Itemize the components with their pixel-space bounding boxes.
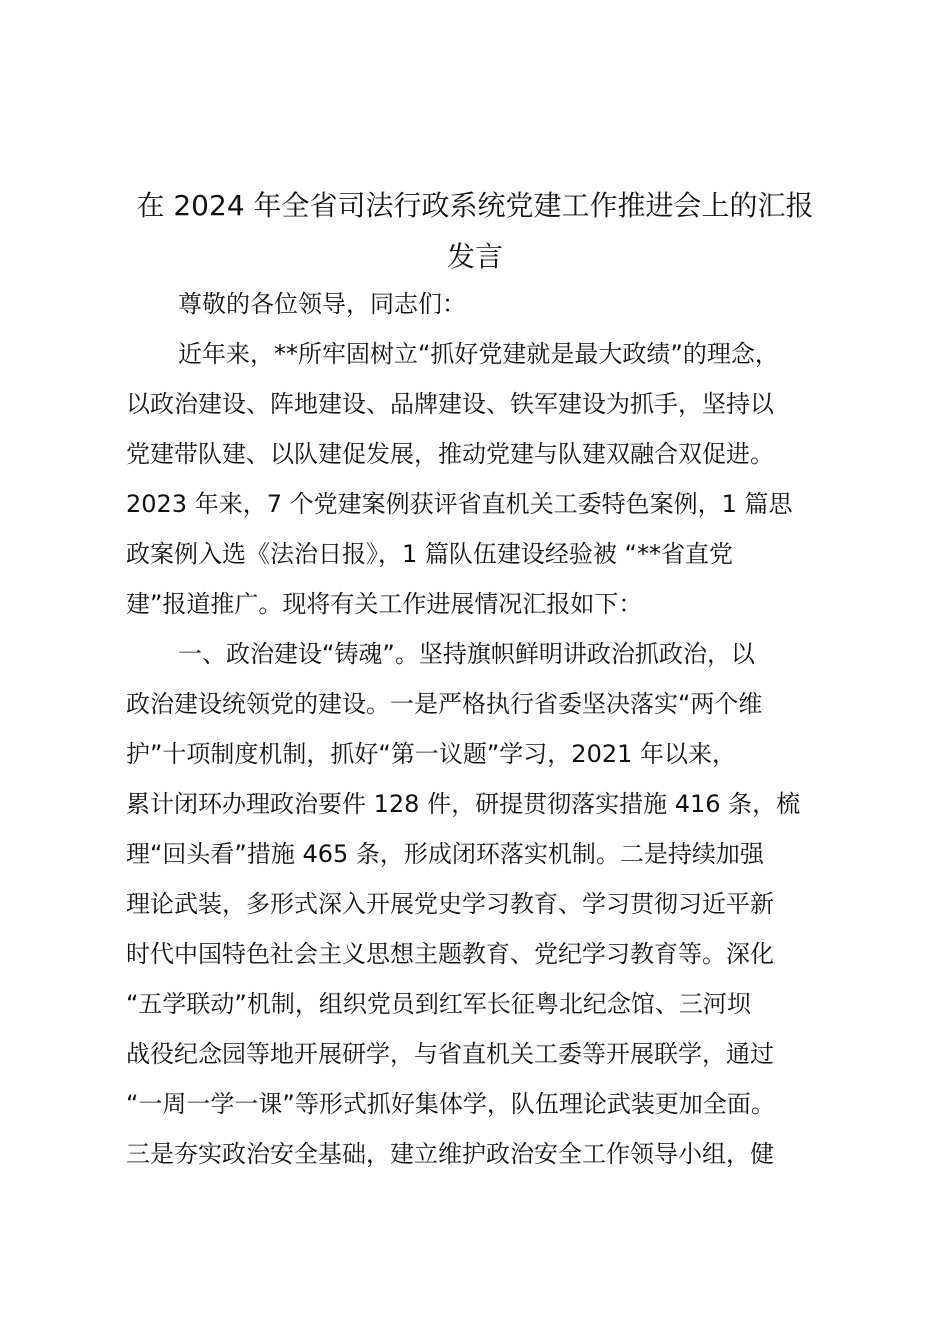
salutation: 尊敬的各位领导，同志们： — [178, 290, 466, 318]
body-line: 2023 年来，7 个党建案例获评省直机关工委特色案例，1 篇思 — [126, 490, 793, 518]
document-title-line-1: 在 2024 年全省司法行政系统党建工作推进会上的汇报 — [136, 189, 814, 222]
body-line: 以政治建设、阵地建设、品牌建设、铁军建设为抓手，坚持以 — [126, 390, 774, 418]
body-line: 三是夯实政治安全基础，建立维护政治安全工作领导小组，健 — [126, 1140, 774, 1168]
body-line: 理论武装，多形式深入开展党史学习教育、学习贯彻习近平新 — [126, 890, 774, 918]
body-line: 理“回头看”措施 465 条，形成闭环落实机制。二是持续加强 — [126, 840, 764, 868]
body-line: 累计闭环办理政治要件 128 件，研提贯彻落实措施 416 条，梳 — [126, 790, 801, 818]
body-line: 建”报道推广。现将有关工作进展情况汇报如下： — [126, 590, 643, 618]
body-line: 政案例入选《法治日报》，1 篇队伍建设经验被 “**省直党 — [126, 540, 733, 568]
body-line: 政治建设统领党的建设。一是严格执行省委坚决落实“两个维 — [126, 690, 763, 718]
body-line: “五学联动”机制，组织党员到红军长征粤北纪念馆、三河坝 — [126, 990, 751, 1018]
body-line: 时代中国特色社会主义思想主题教育、党纪学习教育等。深化 — [126, 940, 774, 968]
body-line: 护”十项制度机制，抓好“第一议题”学习，2021 年以来， — [126, 740, 737, 768]
body-line: 战役纪念园等地开展研学，与省直机关工委等开展联学，通过 — [126, 1040, 774, 1068]
body-line: 党建带队建、以队建促发展，推动党建与队建双融合双促进。 — [126, 440, 774, 468]
document-title-line-2: 发言 — [446, 240, 503, 273]
body-line: 近年来，**所牢固树立“抓好党建就是最大政绩”的理念， — [178, 340, 779, 368]
section-heading-line: 一、政治建设“铸魂”。坚持旗帜鲜明讲政治抓政治，以 — [178, 640, 755, 668]
body-line: “一周一学一课”等形式抓好集体学，队伍理论武装更加全面。 — [126, 1090, 775, 1118]
